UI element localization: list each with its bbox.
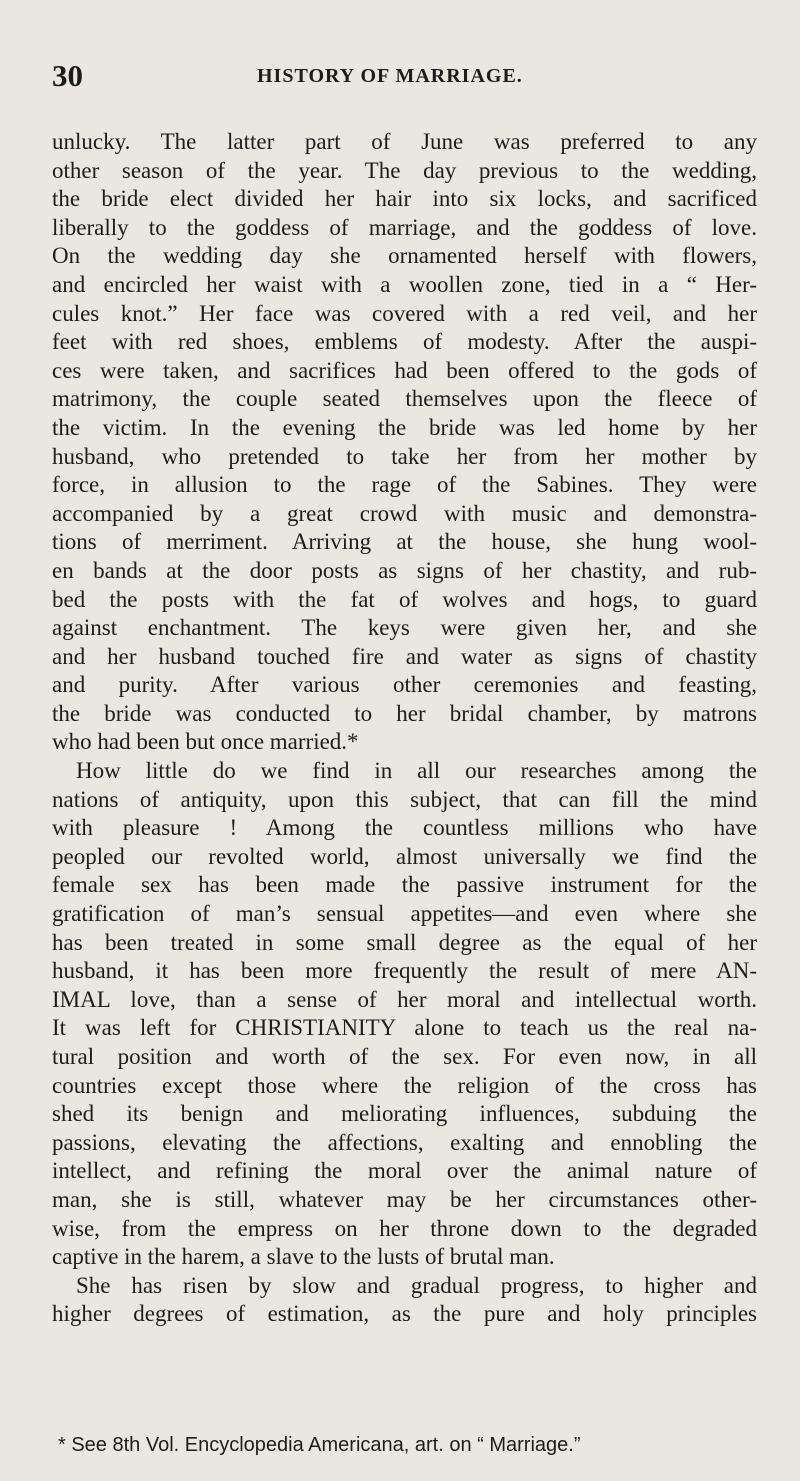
text-line: with pleasure ! Among the countless millions who have <box>52 815 757 841</box>
text-line: bed the posts with the fat of wolves and hogs, to guard <box>52 586 757 612</box>
text-line: and encircled her waist with a woollen zone, tied in a “ Her- <box>52 271 757 297</box>
text-line: captive in the harem, a slave to the lusts of brutal man. <box>52 1244 555 1270</box>
footnote: * See 8th Vol. Encyclopedia Americana, art. on “ Marriage.” <box>58 1434 581 1456</box>
text-line: husband, who pretended to take her from her mother by <box>52 443 757 469</box>
text-line: intellect, and refining the moral over the animal nature of <box>52 1158 757 1184</box>
text-line: female sex has been made the passive instrument for the <box>52 872 757 898</box>
text-line: against enchantment. The keys were given her, and she <box>52 615 757 641</box>
text-line: higher degrees of estimation, as the pure and holy principles <box>52 1301 757 1327</box>
text-line: wise, from the empress on her throne down to the degraded <box>52 1215 757 1241</box>
text-line: It was left for CHRISTIANITY alone to teach us the real na- <box>52 1015 757 1041</box>
page-number: 30 <box>52 58 83 93</box>
page-header <box>52 56 752 96</box>
text-line: She has risen by slow and gradual progress, to higher and <box>76 1272 757 1298</box>
text-line: force, in allusion to the rage of the Sabines. They were <box>52 472 757 498</box>
text-line: liberally to the goddess of marriage, and the goddess of love. <box>52 214 757 240</box>
text-line: and purity. After various other ceremonies and feasting, <box>52 672 757 698</box>
text-line: nations of antiquity, upon this subject, that can fill the mind <box>52 786 757 812</box>
text-line: IMAL love, than a sense of her moral and intellectual worth. <box>52 986 757 1012</box>
text-line: accompanied by a great crowd with music and demonstra- <box>52 500 757 526</box>
text-line: gratification of man’s sensual appetites—and even where she <box>52 901 757 927</box>
text-line: ces were taken, and sacrifices had been offered to the gods of <box>52 357 757 383</box>
text-line: On the wedding day she ornamented herself with flowers, <box>52 243 757 269</box>
text-line: feet with red shoes, emblems of modesty. After the auspi- <box>52 329 757 355</box>
text-line: other season of the year. The day previous to the wedding, <box>52 157 757 183</box>
text-line: the victim. In the evening the bride was led home by her <box>52 414 757 440</box>
text-line: the bride elect divided her hair into six locks, and sacrificed <box>52 186 757 212</box>
text-line: cules knot.” Her face was covered with a red veil, and her <box>52 300 757 326</box>
text-line: tural position and worth of the sex. For even now, in all <box>52 1044 757 1069</box>
running-head: HISTORY OF MARRIAGE. <box>257 65 523 87</box>
text-line: tions of merriment. Arriving at the house, she hung wool- <box>52 529 757 555</box>
text-line: husband, it has been more frequently the result of mere AN- <box>52 958 757 984</box>
text-line: has been treated in some small degree as the equal of her <box>52 929 757 955</box>
text-line: en bands at the door posts as signs of her chastity, and rub- <box>52 557 757 583</box>
text-line: shed its benign and meliorating influences, subduing the <box>52 1101 757 1127</box>
text-line: man, she is still, whatever may be her circumstances other- <box>52 1186 757 1212</box>
text-line: countries except those where the religion of the cross has <box>52 1072 757 1098</box>
text-line: the bride was conducted to her bridal chamber, by matrons <box>52 700 757 726</box>
body-text <box>52 128 757 1329</box>
text-line: passions, elevating the affections, exalting and ennobling the <box>52 1129 757 1155</box>
text-line: and her husband touched fire and water as signs of chastity <box>52 643 757 669</box>
text-line: How little do we find in all our researches among the <box>76 758 757 784</box>
text-line: peopled our revolted world, almost universally we find the <box>52 843 757 869</box>
text-line: who had been but once married.* <box>52 729 359 755</box>
text-line: unlucky. The latter part of June was preferred to any <box>52 129 757 154</box>
text-line: matrimony, the couple seated themselves upon the fleece of <box>52 386 757 412</box>
